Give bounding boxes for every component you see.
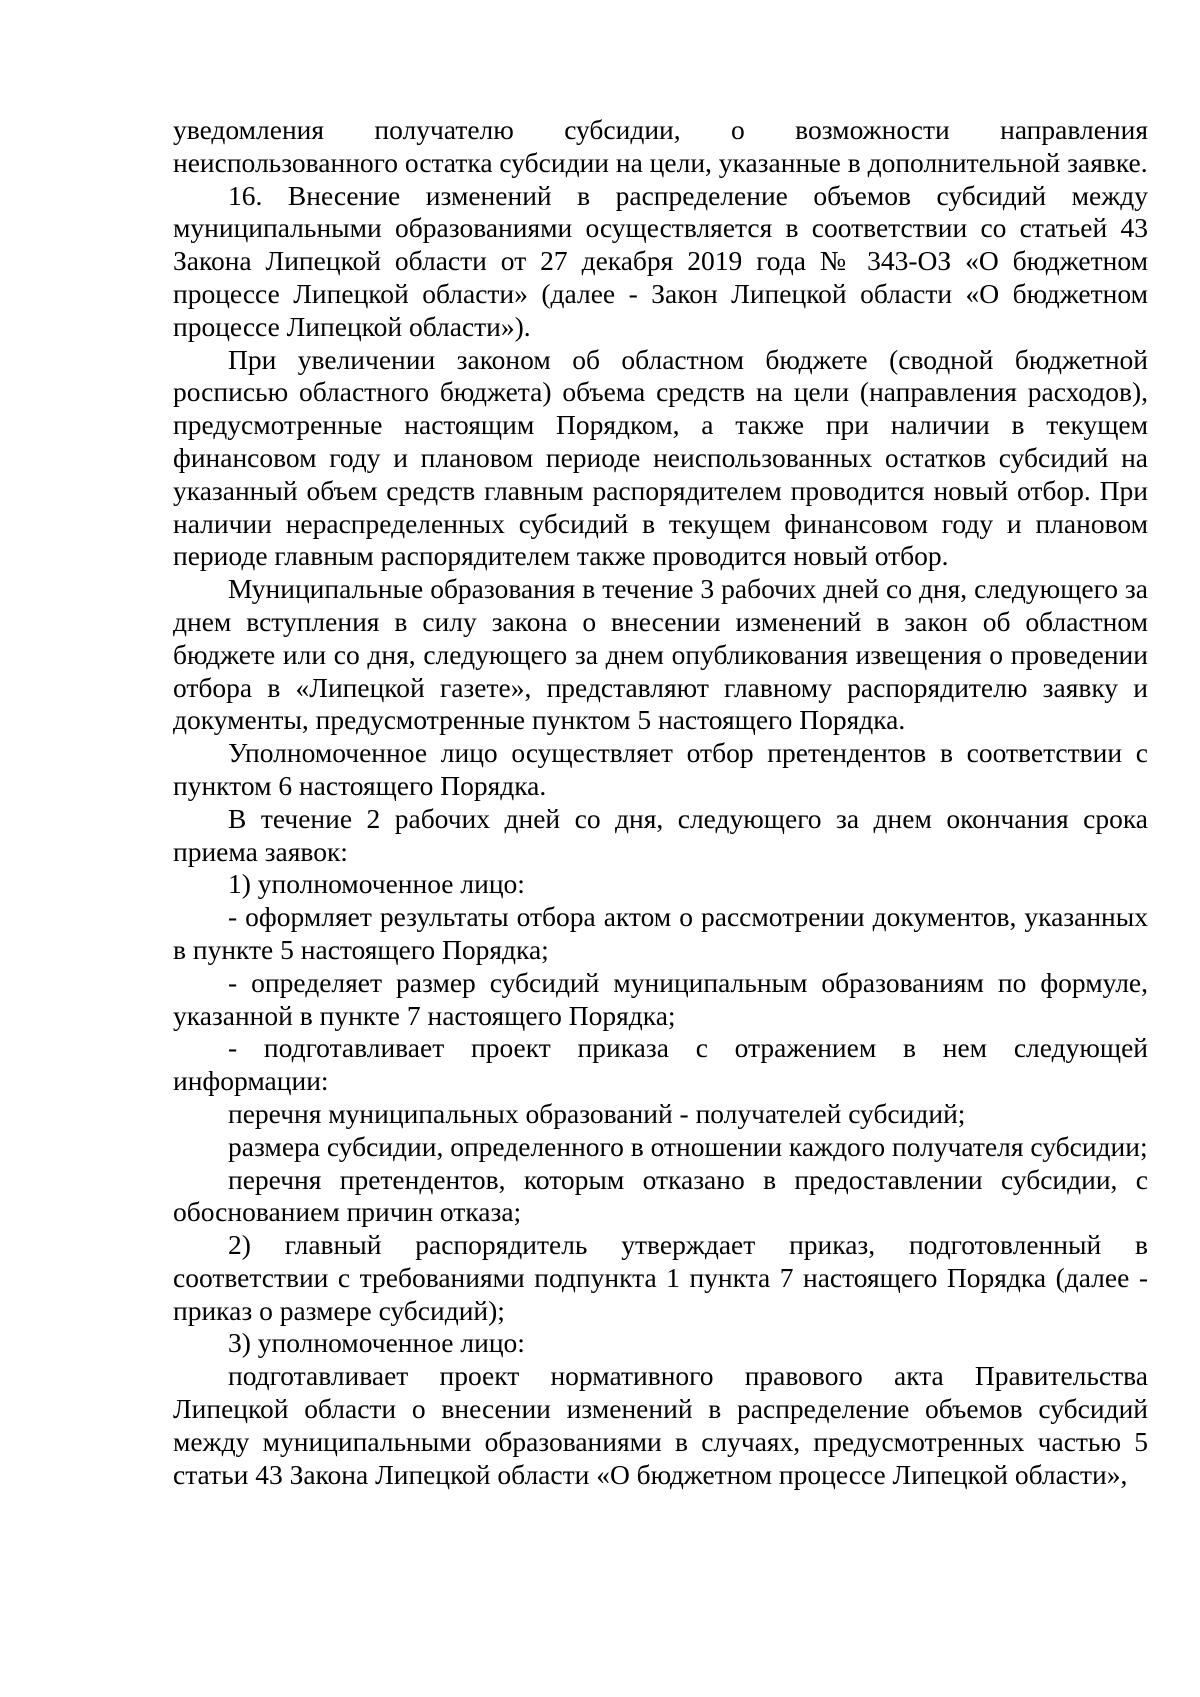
paragraph-continuation: уведомления получателю субсидии, о возможности направления неиспользованного остатка субсидии на цели, указанные в дополнительной заявке. — [173, 114, 1148, 178]
list-subitem-draft-order: - подготавливает проект приказа с отражением в нем следующей информации: — [173, 1032, 1148, 1097]
list-subitem-refusals: перечня претендентов, которым отказано в предоставлении субсидии, с обоснованием причин отказа; — [173, 1163, 1148, 1228]
list-item-3: 3) уполномоченное лицо: — [228, 1327, 525, 1359]
list-subitem-formula: - определяет размер субсидий муниципальным образованиям по формуле, указанной в пункте 7 настоящего Порядка; — [173, 966, 1148, 1031]
list-subitem-recipients: перечня муниципальных образований - получателей субсидий; — [228, 1097, 966, 1129]
paragraph-selection: Уполномоченное лицо осуществляет отбор претендентов в соответствии с пунктом 6 настоящего Порядка. — [173, 737, 1148, 801]
paragraph-budget-increase: При увеличении законом об областном бюджете (сводной бюджетной росписью областного бюджета) объема средств на цели (направления расходов), предусмотренные настоящим Порядком, а также при наличии в текущем финансовом году и плановом периоде неиспользованных остатков субсидий на указанный объем средств главным распорядителем проводится новый отбор. При наличии нераспределенных субсидий в текущем финансовом году и плановом периоде главным распорядителем также проводится новый отбор. — [173, 343, 1148, 572]
paragraph-draft-act: подготавливает проект нормативного правового акта Правительства Липецкой области о внесении изменений в распределение объемов субсидий между муниципальными образованиями в случаях, предусмотренных частью 5 статьи 43 Закона Липецкой области «О бюджетном процессе Липецкой области», — [173, 1360, 1148, 1490]
list-item-1: 1) уполномоченное лицо: — [228, 868, 525, 900]
paragraph-16: 16. Внесение изменений в распределение объемов субсидий между муниципальными образованиями осуществляется в соответствии со статьей 43 Закона Липецкой области от 27 декабря 2019 года № 343-ОЗ «О бюджетном процессе Липецкой области» (далее - Закон Липецкой области «О бюджетном процессе Липецкой области»). — [173, 179, 1148, 342]
paragraph-deadline: В течение 2 рабочих дней со дня, следующего за днем окончания срока приема заявок: — [173, 802, 1148, 867]
list-item-2: 2) главный распорядитель утверждает приказ, подготовленный в соответствии с требованиями подпункта 1 пункта 7 настоящего Порядка (далее - приказ о размере субсидий); — [173, 1229, 1148, 1326]
list-subitem-amount: размера субсидии, определенного в отношении каждого получателя субсидии; — [228, 1130, 1148, 1162]
list-subitem-act: - оформляет результаты отбора актом о рассмотрении документов, указанных в пункте 5 настоящего Порядка; — [173, 901, 1148, 965]
document-page — [173, 114, 1148, 1491]
paragraph-municipal-application: Муниципальные образования в течение 3 рабочих дней со дня, следующего за днем вступления в силу закона о внесении изменений в закон об областном бюджете или со дня, следующего за днем опубликования извещения о проведении отбора в «Липецкой газете», представляют главному распорядителю заявку и документы, предусмотренные пунктом 5 настоящего Порядка. — [173, 573, 1148, 736]
